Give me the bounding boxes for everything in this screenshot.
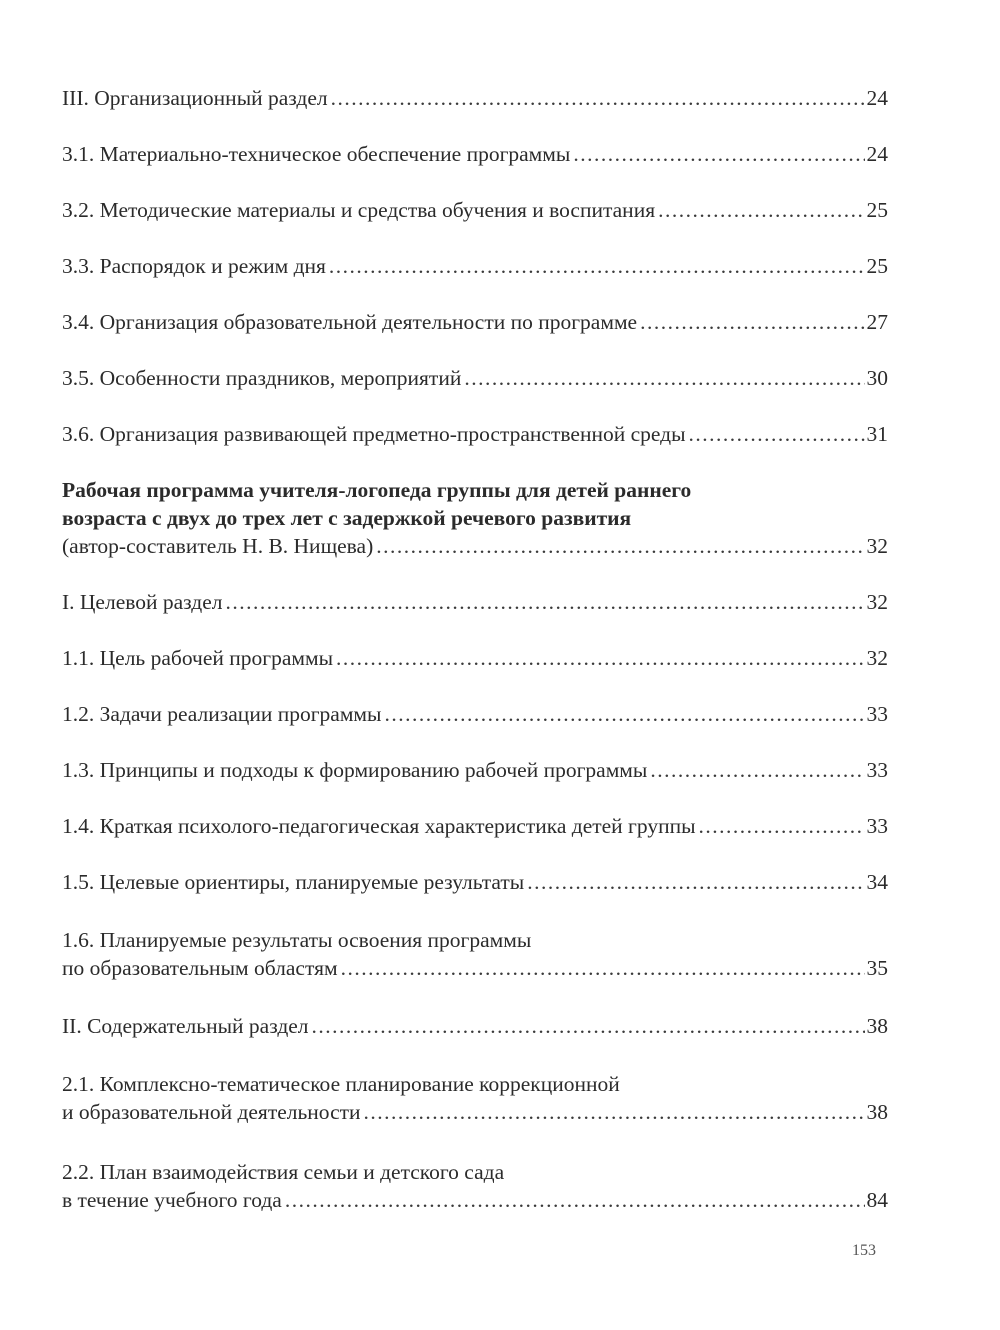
toc-entry-page: 84 <box>866 1188 888 1212</box>
toc-entry-page: 33 <box>866 702 888 726</box>
toc-entry-title: 3.6. Организация развивающей предметно-пространственной среды <box>62 422 686 446</box>
dot-leader <box>464 363 864 393</box>
toc-entry-page: 33 <box>866 758 888 782</box>
toc-entry <box>62 139 888 169</box>
toc-entry <box>62 867 888 897</box>
toc-entry-title: 3.4. Организация образовательной деятельности по программе <box>62 310 638 334</box>
toc-entry-page: 38 <box>866 1014 888 1038</box>
dot-leader <box>384 699 864 729</box>
toc-entry-page: 32 <box>866 534 888 558</box>
toc-entry-page: 25 <box>866 254 888 278</box>
toc-entry-title: I. Целевой раздел <box>62 590 223 614</box>
toc-entry-title: 3.1. Материально-техническое обеспечение программы <box>62 142 571 166</box>
dot-leader <box>329 251 865 281</box>
dot-leader <box>226 587 865 617</box>
toc-entry <box>62 195 888 225</box>
toc-entry <box>62 699 888 729</box>
toc-entry <box>62 307 888 337</box>
toc-entry <box>62 587 888 617</box>
dot-leader <box>376 531 864 561</box>
toc-entry-title: II. Содержательный раздел <box>62 1014 309 1038</box>
dot-leader <box>312 1011 865 1041</box>
toc-entry-page: 32 <box>866 646 888 670</box>
dot-leader <box>331 83 865 113</box>
toc-entry-page: 27 <box>866 310 888 334</box>
toc-entry <box>62 1011 888 1041</box>
toc-entry-page: 34 <box>866 870 888 894</box>
toc-entry <box>62 251 888 281</box>
page-number: 153 <box>852 1242 876 1259</box>
toc-entry <box>62 83 888 113</box>
toc-entry <box>62 811 888 841</box>
toc-entry <box>62 1097 888 1127</box>
toc-entry-title: III. Организационный раздел <box>62 86 328 110</box>
dot-leader <box>285 1185 865 1215</box>
toc-entry-title: по образовательным областям <box>62 956 338 980</box>
toc-entry-line1: 1.6. Планируемые результаты освоения программы <box>62 928 532 952</box>
dot-leader <box>650 755 864 785</box>
dot-leader <box>527 867 864 897</box>
toc-entry-title: 3.2. Методические материалы и средства обучения и воспитания <box>62 198 656 222</box>
toc-entry-title: 1.2. Задачи реализации программы <box>62 702 382 726</box>
toc-entry-title: 1.1. Цель рабочей программы <box>62 646 334 670</box>
toc-entry-page: 25 <box>866 198 888 222</box>
toc-entry <box>62 419 888 449</box>
toc-entry-page: 31 <box>866 422 888 446</box>
toc-entry <box>62 755 888 785</box>
toc-entry-title: в течение учебного года <box>62 1188 282 1212</box>
dot-leader <box>341 953 865 983</box>
toc-entry-page: 33 <box>866 814 888 838</box>
dot-leader <box>699 811 865 841</box>
toc-entry-line1: 2.1. Комплексно-тематическое планирование коррекционной <box>62 1072 620 1096</box>
toc-entry-author: (автор-составитель Н. В. Нищева) <box>62 534 374 558</box>
toc-entry-page: 24 <box>866 142 888 166</box>
dot-leader <box>364 1097 865 1127</box>
toc-entry <box>62 363 888 393</box>
toc-entry-title: 1.3. Принципы и подходы к формированию рабочей программы <box>62 758 648 782</box>
toc-entry-page: 24 <box>866 86 888 110</box>
toc-entry-page: 30 <box>866 366 888 390</box>
toc-entry-line1: 2.2. План взаимодействия семьи и детского сада <box>62 1160 505 1184</box>
toc-entry-page: 38 <box>866 1100 888 1124</box>
toc-entry-title: 1.5. Целевые ориентиры, планируемые результаты <box>62 870 525 894</box>
toc-entry-title: 3.3. Распорядок и режим дня <box>62 254 326 278</box>
toc-entry-title: 3.5. Особенности праздников, мероприятий <box>62 366 462 390</box>
dot-leader <box>658 195 864 225</box>
toc-entry <box>62 953 888 983</box>
dot-leader <box>336 643 864 673</box>
toc-entry-page: 35 <box>866 956 888 980</box>
toc-entry-title: и образовательной деятельности <box>62 1100 361 1124</box>
work-program-heading-line2: возраста с двух до трех лет с задержкой речевого развития <box>62 506 632 530</box>
work-program-heading: Рабочая программа учителя-логопеда группы для детей раннего <box>62 478 692 502</box>
dot-leader <box>573 139 864 169</box>
toc-entry <box>62 1185 888 1215</box>
toc-entry-title: 1.4. Краткая психолого-педагогическая характеристика детей группы <box>62 814 696 838</box>
toc-entry-page: 32 <box>866 590 888 614</box>
toc-entry <box>62 531 888 561</box>
toc-entry <box>62 643 888 673</box>
dot-leader <box>689 419 865 449</box>
dot-leader <box>640 307 864 337</box>
